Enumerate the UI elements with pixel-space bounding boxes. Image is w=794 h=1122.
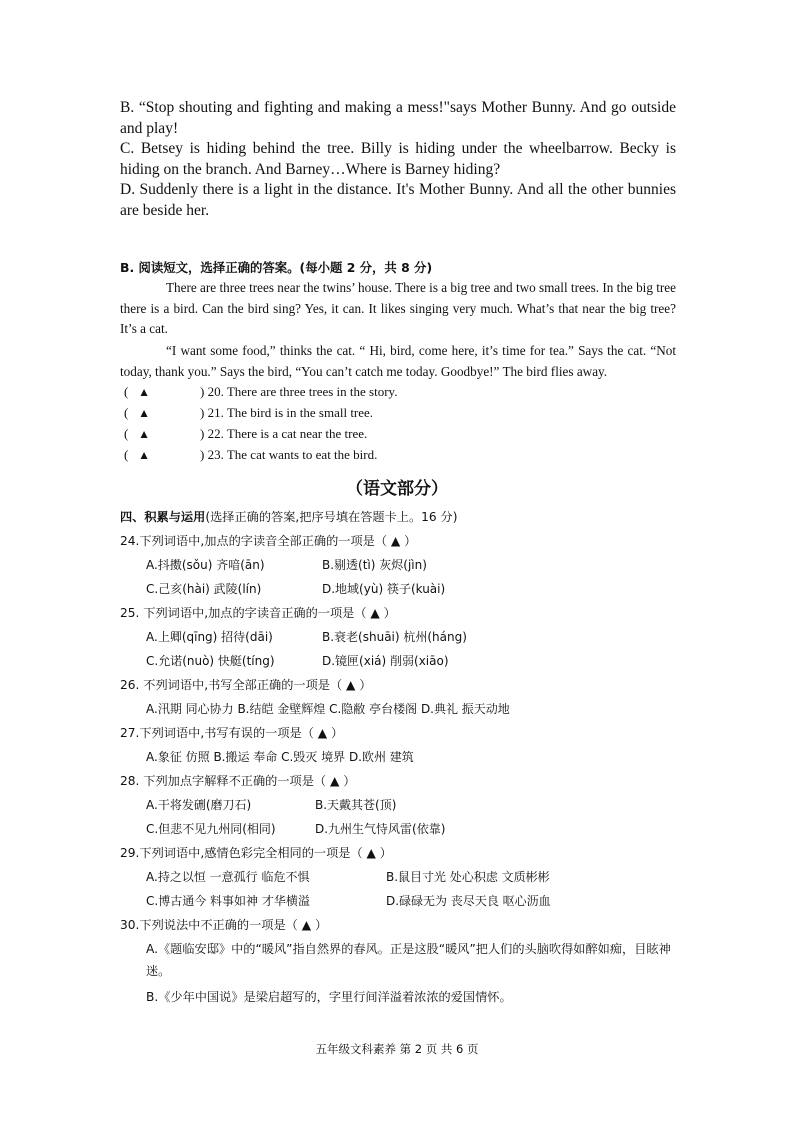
page-footer: 五年级文科素养 第 2 页 共 6 页 [315, 1042, 479, 1056]
answer-triangle-icon: ▲ [138, 448, 150, 462]
reading-b-heading: B. 阅读短文，选择正确的答案。(每小题 2 分，共 8 分) [120, 260, 433, 275]
story-part-c: C. Betsey is hiding behind the tree. Billy is hiding under the wheelbarrow. Becky is hiding on the branch. And Barney…Where is Barney hiding? [120, 140, 676, 178]
q27-options: A.象征 仿照 B.搬运 奉命 C.毁灭 境界 D.欧州 建筑 [146, 750, 414, 764]
story-part-d: D. Suddenly there is a light in the distance. It's Mother Bunny. And all the other bunnies are beside her. [120, 181, 676, 219]
q28-option-a: A.干将发硎(磨刀石) [146, 798, 252, 812]
true-false-item-23: ( ▲ ) 23. The cat wants to eat the bird. [124, 447, 378, 462]
q24-option-c: C.己亥(hài) 武陵(lín) [146, 582, 262, 596]
q29-option-a: A.持之以恒 一意孤行 临危不惧 [146, 870, 310, 884]
q29-option-b: B.鼠目寸光 处心积虑 文质彬彬 [386, 870, 550, 884]
q25-option-a: A.上卿(qīng) 招待(dāi) [146, 630, 273, 644]
true-false-item-20: ( ▲ ) 20. There are three trees in the story. [124, 384, 398, 399]
q30-option-a: A.《题临安邸》中的“暖风”指自然界的春风。正是这股“暖风”把人们的头脑吹得如醉如痴，目眩神迷。 [146, 942, 671, 978]
answer-triangle-icon: ▲ [138, 406, 150, 420]
q25-option-d: D.镜匣(xiá) 削弱(xiāo) [322, 654, 449, 668]
answer-triangle-icon: ▲ [138, 427, 150, 441]
true-false-item-21: ( ▲ ) 21. The bird is in the small tree. [124, 405, 374, 420]
q29-option-c: C.博古通今 料事如神 才华横溢 [146, 894, 310, 908]
q24-option-d: D.地域(yù) 筷子(kuài) [322, 582, 446, 596]
section-title: （语文部分） [346, 479, 448, 499]
q28-option-b: B.天戴其苍(顶) [315, 798, 397, 812]
question-30: 30.下列说法中不正确的一项是（ ▲ ） [120, 918, 328, 932]
q28-option-d: D.九州生气恃风雷(依靠) [315, 822, 446, 836]
question-26: 26. 不列词语中,书写全部正确的一项是（ ▲ ） [120, 678, 372, 692]
question-27: 27.下列词语中,书写有误的一项是（ ▲ ） [120, 726, 344, 740]
true-false-item-22: ( ▲ ) 22. There is a cat near the tree. [124, 426, 368, 441]
q24-option-b: B.剔透(tì) 灰烬(jìn) [322, 558, 427, 572]
q25-option-b: B.衰老(shuāi) 杭州(háng) [322, 630, 467, 644]
story-part-b: B. “Stop shouting and fighting and making a mess!"says Mother Bunny. And go outside and play! [120, 99, 676, 137]
question-24: 24.下列词语中,加点的字读音全部正确的一项是（ ▲ ） [120, 534, 417, 548]
answer-triangle-icon: ▲ [138, 385, 150, 399]
q24-option-a: A.抖擞(sǒu) 齐喑(ān) [146, 558, 265, 572]
question-28: 28. 下列加点字解释不正确的一项是（ ▲ ） [120, 774, 356, 788]
question-29: 29.下列词语中,感情色彩完全相同的一项是（ ▲ ） [120, 846, 392, 860]
q26-options: A.汛期 同心协力 B.结皑 金壁辉煌 C.隐敝 亭台楼阁 D.典礼 振天动地 [146, 702, 510, 716]
q30-option-b: B.《少年中国说》是梁启超写的，字里行间洋溢着浓浓的爱国情怀。 [146, 990, 512, 1004]
q25-option-c: C.允诺(nuò) 快艇(tíng) [146, 654, 275, 668]
q28-option-c: C.但悲不见九州同(相同) [146, 822, 276, 836]
question-25: 25. 下列词语中,加点的字读音正确的一项是（ ▲ ） [120, 606, 396, 620]
q29-option-d: D.碌碌无为 丧尽天良 呕心沥血 [386, 894, 551, 908]
part-heading: 四、积累与运用(选择正确的答案,把序号填在答题卡上。16 分) [120, 510, 458, 524]
reading-b-paragraph-1: There are three trees near the twins’ house. There is a big tree and two small trees. In the big tree there is a bird. Can the bird sing? Yes, it can. It likes singing very much. What’s that near the big tree? It’s a cat. [120, 280, 676, 337]
reading-b-paragraph-2: “I want some food,” thinks the cat. “ Hi, bird, come here, it’s time for tea.” Says the cat. “Not today, thank you.” Says the bird, “You can’t catch me today. Goodbye!” The bird flies away. [120, 343, 676, 379]
